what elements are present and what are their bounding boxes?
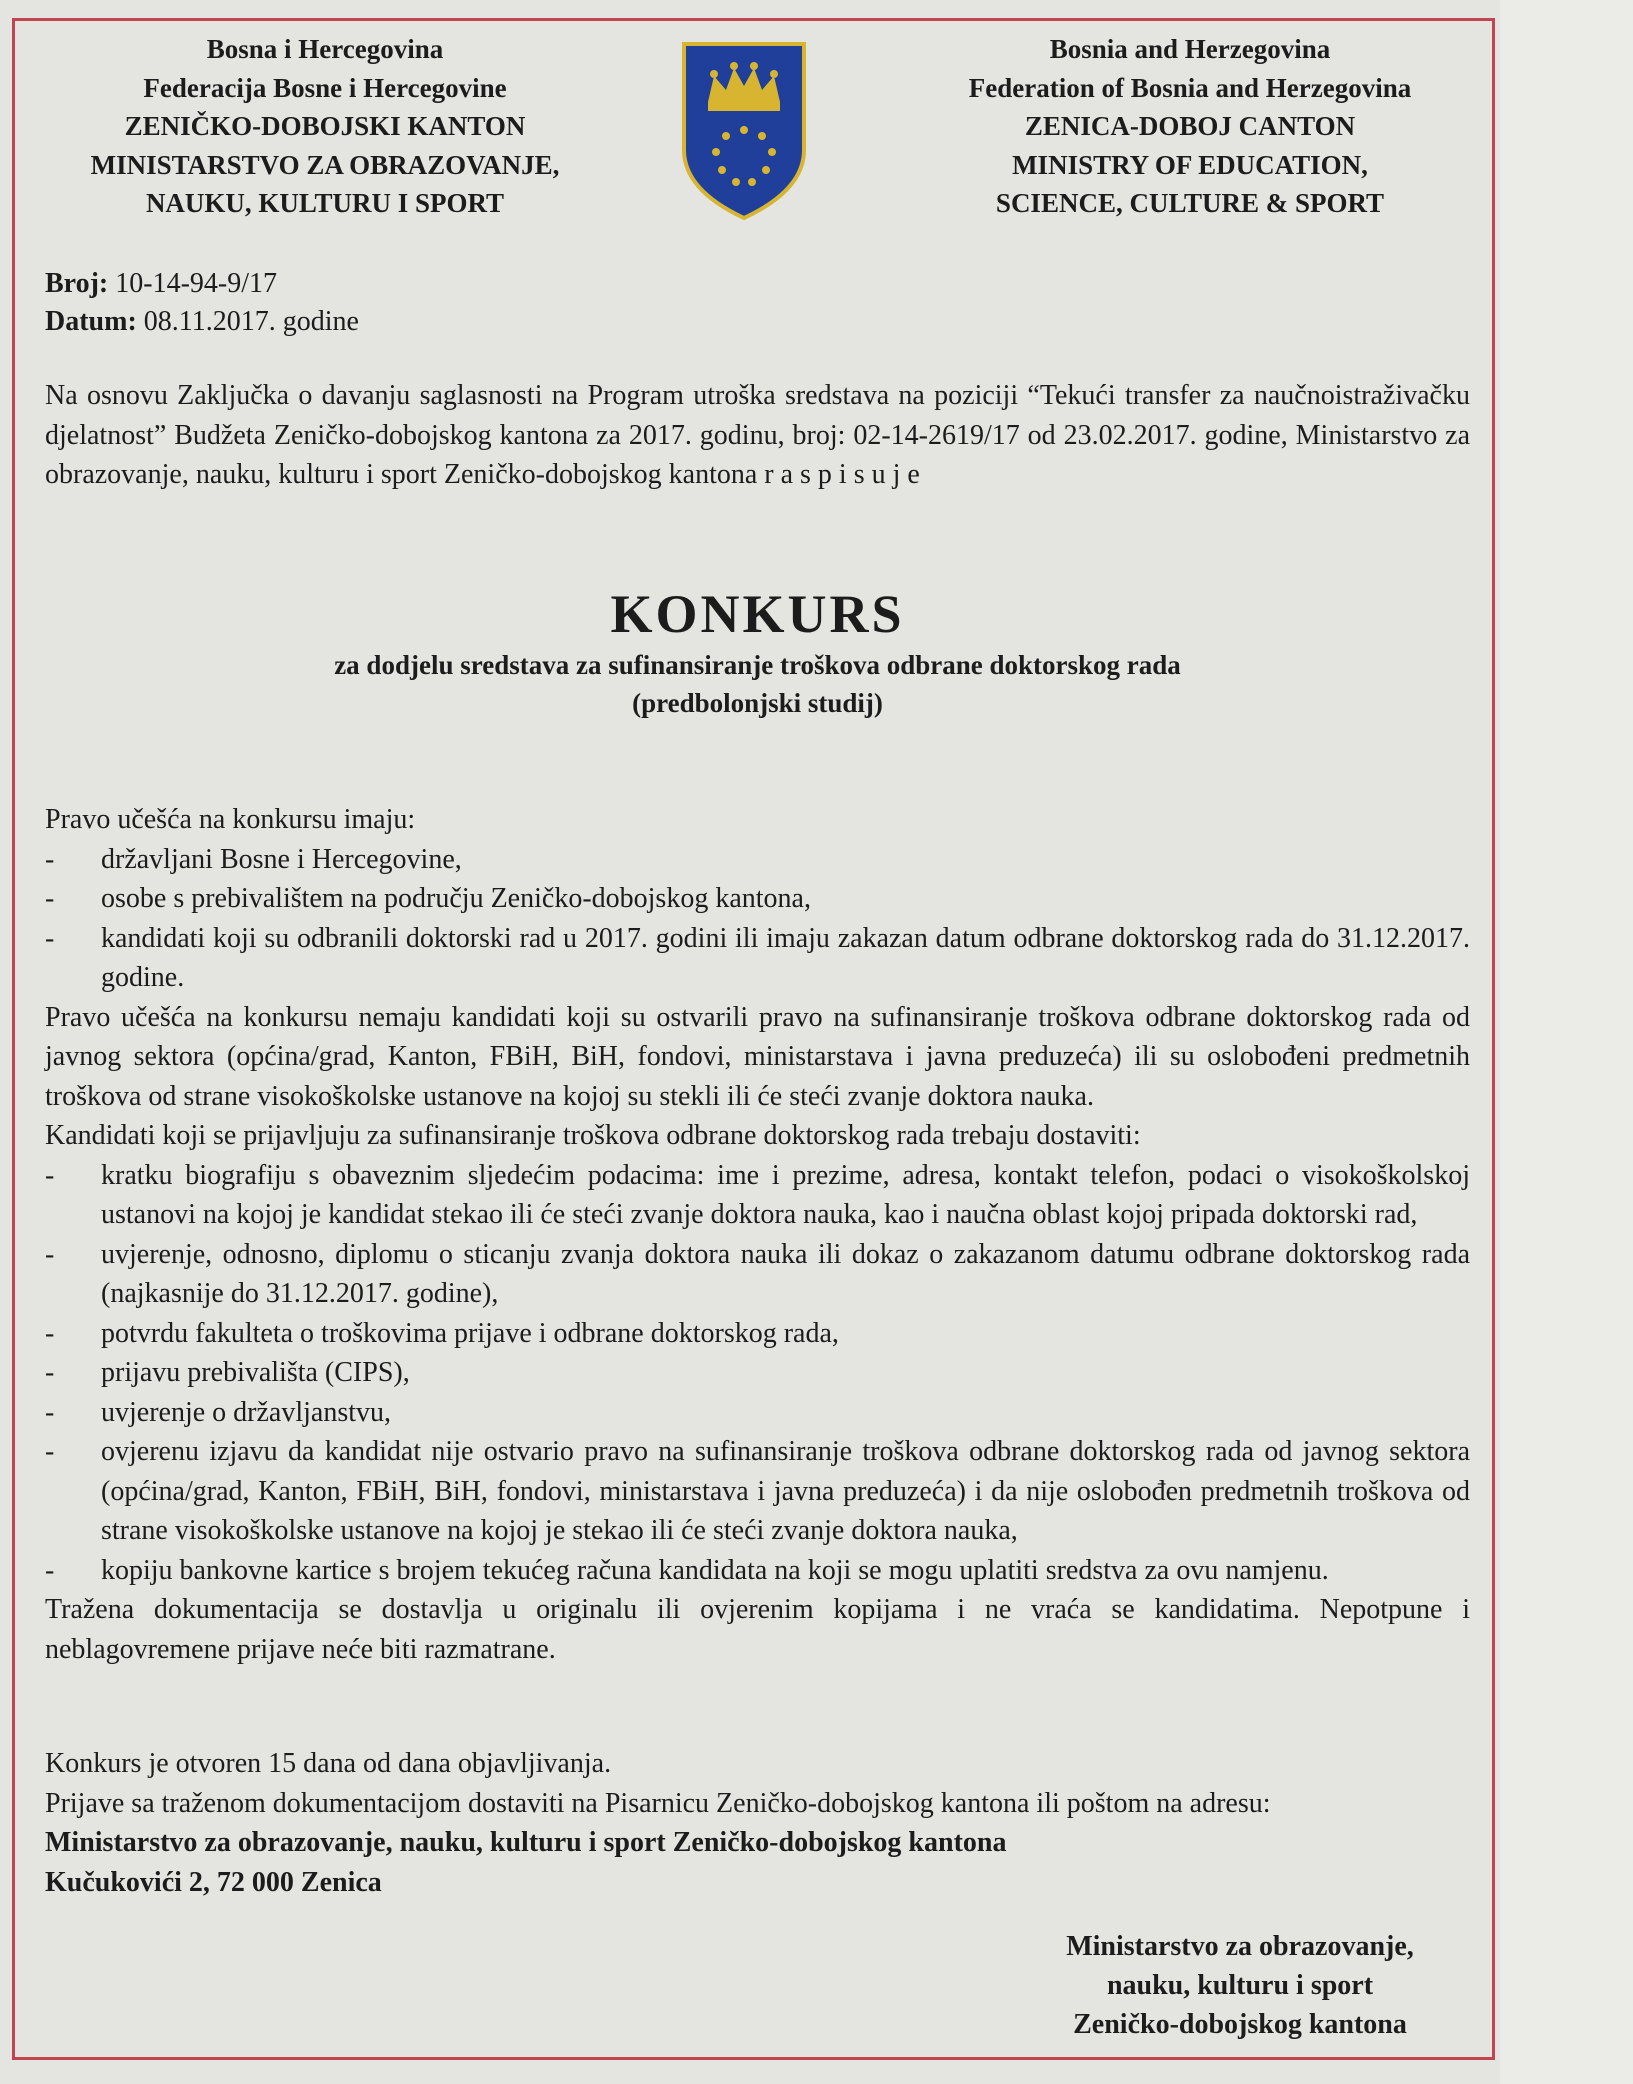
- intro-paragraph: Na osnovu Zaključka o davanju saglasnosti na Program utroška sredstava na poziciji “Tekući transfer za naučnoistraživačku djelatnost” Budžeta Zeničko-dobojskog kantona za 2017. godinu, broj: 02-14-2619/17 od 23.02.2017. godine, Ministarstvo za obrazovanje, nauku, kulturu i sport Zeničko-dobojskog kantona r a s p i s u j e: [45, 380, 1470, 490]
- list-item-text: prijavu prebivališta (CIPS),: [101, 1357, 410, 1388]
- header-left-line: Bosna i Hercegovina: [206, 34, 444, 64]
- list-item-text: osobe s prebivalištem na području Zeničko-dobojskog kantona,: [101, 883, 811, 914]
- reference-date-label: Datum:: [45, 306, 137, 337]
- documents-heading: Kandidati koji se prijavljuju za sufinansiranje troškova odbrane doktorskog rada trebaju dostaviti:: [45, 1120, 1141, 1151]
- reference-number-value: 10-14-94-9/17: [115, 268, 278, 299]
- list-item: - osobe s prebivalištem na području Zeničko-dobojskog kantona,: [45, 883, 811, 914]
- reference-number: [45, 265, 359, 303]
- address-line: Ministarstvo za obrazovanje, nauku, kulturu i sport Zeničko-dobojskog kantona: [45, 1827, 1007, 1858]
- list-item-text: uvjerenje o državljanstvu,: [101, 1396, 392, 1428]
- coat-of-arms-crown-stars-icon: [680, 40, 808, 222]
- closing-section: [45, 1744, 1470, 1902]
- notice-subtitle: [45, 646, 1470, 722]
- list-item: - državljani Bosne i Hercegovine,: [45, 843, 462, 875]
- page-margin: [1500, 0, 1633, 2084]
- list-item-text: potvrdu fakulteta o troškovima prijave i odbrane doktorskog rada,: [101, 1317, 839, 1349]
- list-item: - prijavu prebivališta (CIPS),: [45, 1357, 410, 1388]
- header-right-line: SCIENCE, CULTURE & SPORT: [995, 188, 1385, 218]
- header-right-line: Bosnia and Herzegovina: [1049, 34, 1331, 64]
- header-left: [60, 30, 590, 223]
- reference-number-label: Broj:: [45, 268, 109, 299]
- signature-line: Ministarstvo za obrazovanje,: [1066, 1931, 1414, 1962]
- signature-line: Zeničko-dobojskog kantona: [1073, 2009, 1407, 2040]
- header-left-line: MINISTARSTVO ZA OBRAZOVANJE,: [90, 149, 560, 180]
- header-right-line: MINISTRY OF EDUCATION,: [1012, 149, 1368, 180]
- list-item-text: uvjerenje, odnosno, diplomu o sticanju zvanja doktora nauka ili dokaz o zakazanom datumu odbrane doktorskog rada (najkasnije do 31.12.2017. godine),: [101, 1238, 1470, 1309]
- reference-date-value: 08.11.2017. godine: [143, 306, 359, 337]
- header-right-line: ZENICA-DOBOJ CANTON: [1024, 111, 1356, 141]
- list-item: - uvjerenje, odnosno, diplomu o sticanju zvanja doktora nauka ili dokaz o zakazanom datumu odbrane doktorskog rada (najkasnije do 31.12.2017. godine),: [45, 1238, 1470, 1309]
- list-item-text: kopiju bankovne kartice s brojem tekućeg računa kandidata na koji se mogu uplatiti sredstva za ovu namjenu.: [101, 1554, 1329, 1586]
- list-item: - kopiju bankovne kartice s brojem tekućeg računa kandidata na koji se mogu uplatiti sredstva za ovu namjenu.: [45, 1554, 1329, 1586]
- list-item: - potvrdu fakulteta o troškovima prijave i odbrane doktorskog rada,: [45, 1317, 839, 1349]
- exclusion-paragraph: Pravo učešća na konkursu nemaju kandidati koji su ostvarili pravo na sufinansiranje troškova odbrane doktorskog rada od javnog sektora (općina/grad, Kanton, FBiH, BiH, fondovi, ministarstava i javna preduzeća) ili su oslobođeni predmetnih troškova od strane visokoškolske ustanove na kojoj su stekli ili će steći zvanje doktora nauka.: [45, 1001, 1470, 1112]
- list-item: - uvjerenje o državljanstvu,: [45, 1396, 392, 1428]
- list-item: - ovjerenu izjavu da kandidat nije ostvario pravo na sufinansiranje troškova odbrane doktorskog rada od javnog sektora (općina/grad, Kanton, FBiH, BiH, fondovi, ministarstava i javna preduzeća) i da nije oslobođen predmetnih troškova od strane visokoškolske ustanove na kojoj je stekao ili će steći zvanje doktora nauka,: [45, 1436, 1470, 1546]
- open-period-text: Konkurs je otvoren 15 dana od dana objavljivanja.: [45, 1748, 612, 1779]
- signature-block: [980, 1927, 1500, 2044]
- notice-title: KONKURS: [610, 584, 905, 644]
- address-line: Kučukovići 2, 72 000 Zenica: [45, 1866, 382, 1898]
- list-item-text: ovjerenu izjavu da kandidat nije ostvario pravo na sufinansiranje troškova odbrane doktorskog rada od javnog sektora (općina/grad, Kanton, FBiH, BiH, fondovi, ministarstava i javna preduzeća) i da nije oslobođen predmetnih troškova od strane visokoškolske ustanove na kojoj je stekao ili će steći zvanje doktora nauka,: [101, 1436, 1470, 1546]
- header-left-line: NAUKU, KULTURU I SPORT: [145, 188, 505, 218]
- notice-subtitle-line: za dodjelu sredstava za sufinansiranje troškova odbrane doktorskog rada: [334, 650, 1181, 680]
- list-item: - kratku biografiju s obaveznim sljedećim podacima: ime i prezime, adresa, kontakt telefon, podaci o visokoškolskoj ustanovi na kojoj je kandidat stekao ili će steći zvanje doktora nauka, kao i naučna oblast kojoj pripada doktorski rad,: [45, 1159, 1470, 1230]
- header-left-line: Federacija Bosne i Hercegovine: [143, 72, 507, 103]
- list-item: - kandidati koji su odbranili doktorski rad u 2017. godini ili imaju zakazan datum odbrane doktorskog rada do 31.12.2017. godine.: [45, 922, 1470, 993]
- reference-block: [45, 265, 359, 341]
- header-right: [880, 30, 1500, 223]
- notice-subtitle-line: (predbolonjski studij): [632, 688, 883, 718]
- header-left-line: ZENIČKO-DOBOJSKI KANTON: [124, 111, 526, 141]
- header-right-line: Federation of Bosnia and Herzegovina: [968, 72, 1412, 103]
- submission-text: Prijave sa traženom dokumentacijom dostaviti na Pisarnicu Zeničko-dobojskog kantona ili poštom na adresu:: [45, 1787, 1271, 1819]
- list-item-text: državljani Bosne i Hercegovine,: [101, 843, 462, 875]
- signature-line: nauku, kulturu i sport: [1106, 1970, 1374, 2001]
- conditions-section: [45, 800, 1470, 1669]
- list-item-text: kratku biografiju s obaveznim sljedećim podacima: ime i prezime, adresa, kontakt telefon, podaci o visokoškolskoj ustanovi na kojoj je kandidat stekao ili će steći zvanje doktora nauka, kao i naučna oblast kojoj pripada doktorski rad,: [101, 1159, 1470, 1230]
- list-item-text: kandidati koji su odbranili doktorski rad u 2017. godini ili imaju zakazan datum odbrane doktorskog rada do 31.12.2017. godine.: [101, 922, 1470, 993]
- eligibility-heading: Pravo učešća na konkursu imaju:: [45, 804, 416, 835]
- documents-note: Tražena dokumentacija se dostavlja u originalu ili ovjerenim kopijama i ne vraća se kandidatima. Nepotpune i neblagovremene prijave neće biti razmatrane.: [45, 1594, 1470, 1665]
- reference-date: [45, 303, 359, 341]
